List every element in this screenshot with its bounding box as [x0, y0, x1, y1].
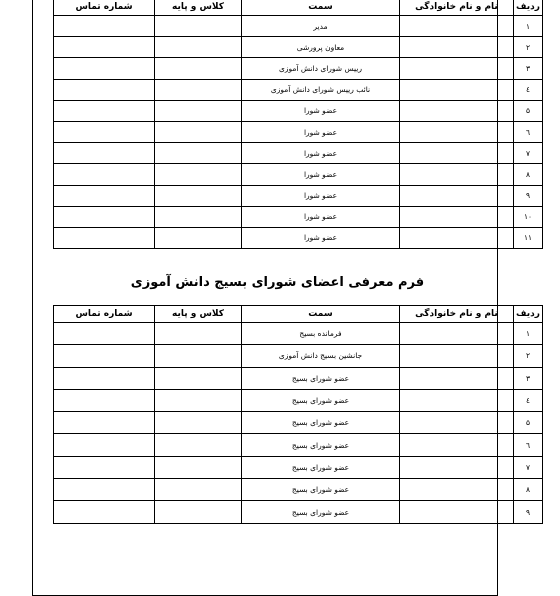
row-number: ۱۱ — [514, 227, 543, 248]
position-cell: رییس شورای دانش آموزی — [242, 58, 400, 79]
position-cell: عضو شورای بسیج — [242, 456, 400, 478]
header-phone: شماره تماس — [54, 306, 155, 323]
position-cell: نائب رییس شورای دانش آموزی — [242, 79, 400, 100]
position-cell: عضو شورای بسیج — [242, 389, 400, 411]
row-number: ٤ — [514, 79, 543, 100]
table-row — [54, 100, 543, 121]
name-cell[interactable] — [400, 456, 514, 478]
phone-cell[interactable] — [54, 412, 155, 434]
class-cell[interactable] — [155, 456, 242, 478]
name-cell[interactable] — [400, 206, 514, 227]
position-cell: عضو شورا — [242, 227, 400, 248]
header-position: سمت — [242, 0, 400, 16]
name-cell[interactable] — [400, 16, 514, 37]
table-row — [54, 412, 543, 434]
row-number: ۲ — [514, 37, 543, 58]
row-number: ۱ — [514, 323, 543, 345]
position-cell: فرمانده بسیج — [242, 323, 400, 345]
table-header-row — [54, 306, 543, 323]
position-cell: مدیر — [242, 16, 400, 37]
header-full-name: نام و نام خانوادگی — [400, 0, 514, 16]
name-cell[interactable] — [400, 412, 514, 434]
row-number: ٤ — [514, 389, 543, 411]
class-cell[interactable] — [155, 501, 242, 523]
row-number: ۸ — [514, 479, 543, 501]
table-row — [54, 58, 543, 79]
row-number: ۱ — [514, 16, 543, 37]
header-position: سمت — [242, 306, 400, 323]
name-cell[interactable] — [400, 323, 514, 345]
table-row — [54, 185, 543, 206]
class-cell[interactable] — [155, 164, 242, 185]
phone-cell[interactable] — [54, 185, 155, 206]
class-cell[interactable] — [155, 389, 242, 411]
row-number: ۳ — [514, 58, 543, 79]
row-number: ۳ — [514, 367, 543, 389]
class-cell[interactable] — [155, 412, 242, 434]
name-cell[interactable] — [400, 501, 514, 523]
header-row-number: ردیف — [514, 0, 543, 16]
header-full-name: نام و نام خانوادگی — [400, 306, 514, 323]
table-header-row — [54, 0, 543, 16]
position-cell: عضو شورا — [242, 185, 400, 206]
table-row — [54, 367, 543, 389]
name-cell[interactable] — [400, 434, 514, 456]
class-cell[interactable] — [155, 58, 242, 79]
row-number: ۹ — [514, 185, 543, 206]
row-number: ۱۰ — [514, 206, 543, 227]
name-cell[interactable] — [400, 100, 514, 121]
school-council-table — [53, 0, 543, 249]
phone-cell[interactable] — [54, 100, 155, 121]
position-cell: جانشین بسیج دانش آموزی — [242, 345, 400, 367]
position-cell: عضو شورا — [242, 206, 400, 227]
phone-cell[interactable] — [54, 434, 155, 456]
table-row — [54, 345, 543, 367]
phone-cell[interactable] — [54, 456, 155, 478]
table-row — [54, 389, 543, 411]
phone-cell[interactable] — [54, 501, 155, 523]
class-cell[interactable] — [155, 479, 242, 501]
name-cell[interactable] — [400, 121, 514, 142]
name-cell[interactable] — [400, 227, 514, 248]
table-row — [54, 206, 543, 227]
position-cell: عضو شورای بسیج — [242, 479, 400, 501]
phone-cell[interactable] — [54, 367, 155, 389]
phone-cell[interactable] — [54, 143, 155, 164]
name-cell[interactable] — [400, 79, 514, 100]
name-cell[interactable] — [400, 143, 514, 164]
phone-cell[interactable] — [54, 479, 155, 501]
table-row — [54, 121, 543, 142]
phone-cell[interactable] — [54, 79, 155, 100]
phone-cell[interactable] — [54, 323, 155, 345]
position-cell: معاون پرورشی — [242, 37, 400, 58]
phone-cell[interactable] — [54, 345, 155, 367]
row-number: ۷ — [514, 456, 543, 478]
row-number: ۲ — [514, 345, 543, 367]
phone-cell[interactable] — [54, 227, 155, 248]
table-row — [54, 143, 543, 164]
position-cell: عضو شورا — [242, 164, 400, 185]
table-row — [54, 501, 543, 523]
class-cell[interactable] — [155, 79, 242, 100]
class-cell[interactable] — [155, 185, 242, 206]
table-row — [54, 16, 543, 37]
phone-cell[interactable] — [54, 37, 155, 58]
position-cell: عضو شورای بسیج — [242, 434, 400, 456]
class-cell[interactable] — [155, 16, 242, 37]
name-cell[interactable] — [400, 367, 514, 389]
table-row — [54, 323, 543, 345]
class-cell[interactable] — [155, 367, 242, 389]
class-cell[interactable] — [155, 227, 242, 248]
class-cell[interactable] — [155, 323, 242, 345]
phone-cell[interactable] — [54, 121, 155, 142]
class-cell[interactable] — [155, 37, 242, 58]
header-phone: شماره تماس — [54, 0, 155, 16]
name-cell[interactable] — [400, 389, 514, 411]
name-cell[interactable] — [400, 58, 514, 79]
phone-cell[interactable] — [54, 206, 155, 227]
row-number: ٦ — [514, 434, 543, 456]
row-number: ۵ — [514, 412, 543, 434]
table-row — [54, 37, 543, 58]
header-class: کلاس و پایه — [155, 306, 242, 323]
position-cell: عضو شورا — [242, 143, 400, 164]
table-row — [54, 479, 543, 501]
header-row-number: ردیف — [514, 306, 543, 323]
name-cell[interactable] — [400, 37, 514, 58]
row-number: ۸ — [514, 164, 543, 185]
phone-cell[interactable] — [54, 16, 155, 37]
position-cell: عضو شورا — [242, 121, 400, 142]
name-cell[interactable] — [400, 164, 514, 185]
row-number: ۹ — [514, 501, 543, 523]
position-cell: عضو شورای بسیج — [242, 412, 400, 434]
phone-cell[interactable] — [54, 389, 155, 411]
row-number: ۷ — [514, 143, 543, 164]
table-row — [54, 456, 543, 478]
class-cell[interactable] — [155, 206, 242, 227]
class-cell[interactable] — [155, 143, 242, 164]
class-cell[interactable] — [155, 121, 242, 142]
table-row — [54, 434, 543, 456]
class-cell[interactable] — [155, 434, 242, 456]
table-row — [54, 79, 543, 100]
name-cell[interactable] — [400, 345, 514, 367]
header-class: کلاس و پایه — [155, 0, 242, 16]
name-cell[interactable] — [400, 479, 514, 501]
row-number: ۵ — [514, 100, 543, 121]
position-cell: عضو شورای بسیج — [242, 501, 400, 523]
phone-cell[interactable] — [54, 58, 155, 79]
table-row — [54, 227, 543, 248]
table-row — [54, 164, 543, 185]
form-title: فرم معرفی اعضای شورای بسیج دانش آموزی — [130, 275, 425, 290]
basij-council-table — [53, 305, 543, 524]
class-cell[interactable] — [155, 345, 242, 367]
name-cell[interactable] — [400, 185, 514, 206]
class-cell[interactable] — [155, 100, 242, 121]
position-cell: عضو شورای بسیج — [242, 367, 400, 389]
row-number: ٦ — [514, 121, 543, 142]
position-cell: عضو شورا — [242, 100, 400, 121]
phone-cell[interactable] — [54, 164, 155, 185]
